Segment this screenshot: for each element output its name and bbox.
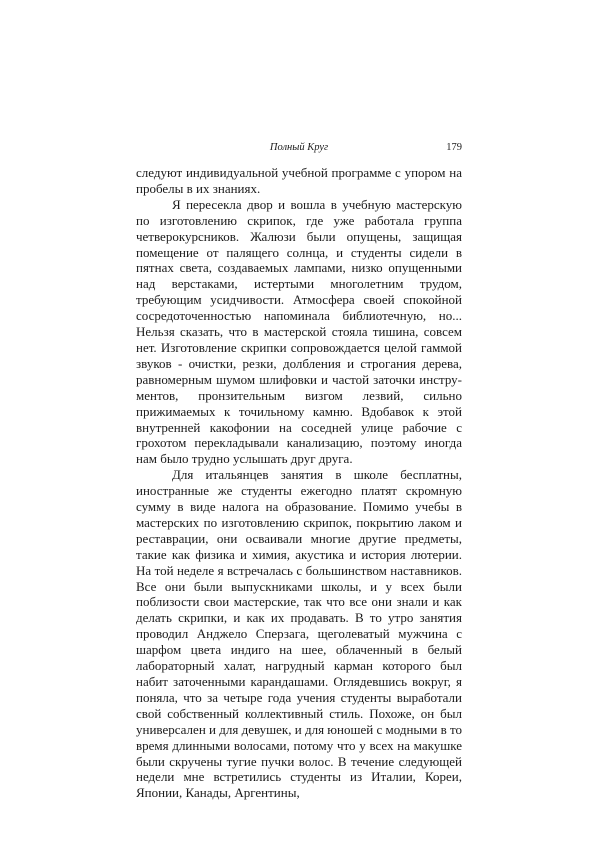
page-number: 179 (446, 142, 462, 153)
paragraph-school: Для итальянцев занятия в школе бесплатны, иностранные же студенты ежегодно платят скромную сумму в виде налога на образование. Помимо учебы в мастерских по изготовлению скрипок, покрытию лаком и реставрации, они осваивали многие другие предметы, такие как физика и химия, акустика и история лютерии. На той неделе я встречалась с большинством наставников. Все они были выпускниками школы, и у всех были поблизости свои мастерские, так что все они знали и как делать скрипки, и как их продавать. В то утро занятия проводил Анджело Сперзага, щеголеватый мужчина с шарфом цвета индиго на шее, облаченный в белый лабораторный халат, нагрудный карман которого был набит заточенными карандашами. Оглядевшись вокруг, я поняла, что за четыре года учения студенты выработали свой собственный коллективный стиль. Похоже, он был универсален и для девушек, и для юношей с модными в то время длинными волосами, потому что у всех на макушке были скручены тугие пучки волос. В течение следующей недели мне встретились студенты из Италии, Кореи, Японии, Канады, Аргентины, (136, 467, 462, 801)
paragraph-workshop: Я пересекла двор и вошла в учебную мастерскую по изготовлению скрипок, где уже работала группа четверокурсников. Жалюзи были опущены, защищая помещение от палящего солнца, и студенты сидели в пятнах света, создаваемых лампами, низко опущенными над верстаками, истертыми многолетним трудом, требующим усидчивости. Атмосфера своей спокойной сосредоточенностью напоминала библиотечную, но... Нельзя сказать, что в мастерской стояла тишина, совсем нет. Изготовление скрипки сопровождается целой гаммой звуков - очистки, резки, долбления и строгания дерева, равномерным шумом шлифовки и частой заточки инструментов, пронзительным визгом лезвий, сильно прижимаемых к точильному камню. Вдобавок к этой внутренней какофонии на соседней улице рабочие с грохотом перекладывали канализацию, поэтому иногда нам было трудно услышать друг друга. (136, 196, 462, 467)
paragraph-continuation: следуют индивидуальной учебной программе с упором на пробелы в их знаниях. (136, 165, 462, 196)
running-title: Полный Круг (269, 142, 329, 153)
body-text (136, 165, 462, 801)
running-header (136, 142, 462, 158)
